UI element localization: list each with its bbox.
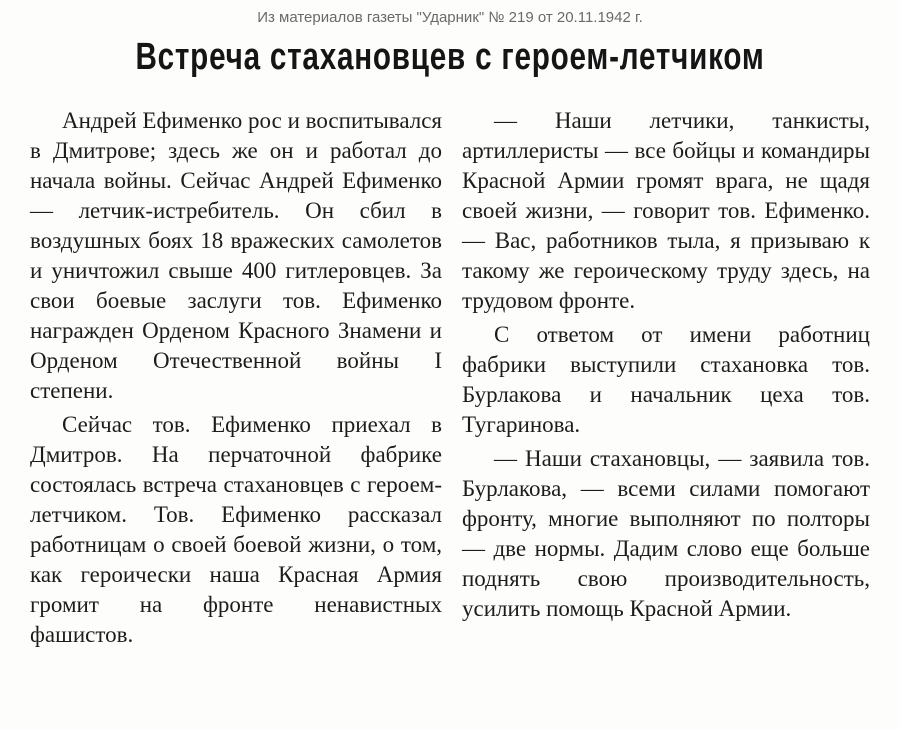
left-column	[30, 106, 442, 654]
article-headline: Встреча стахановцев с героем-летчиком	[135, 36, 765, 78]
right-column	[462, 106, 870, 628]
paragraph: — Наши стахановцы, — заявила тов. Бурлакова, — всеми силами помогают фронту, многие выполняют по полторы — две нормы. Дадим слово еще больше поднять свою производительность, усилить помощь Красной Армии.	[462, 446, 870, 621]
paragraph: Андрей Ефименко рос и воспитывался в Дмитрове; здесь же он и работал до начала войны. Сейчас Андрей Ефименко — летчик-истребитель. Он сбил в воздушных боях 18 вражеских самолетов и уничтожил свыше 400 гитлеровцев. За свои боевые заслуги тов. Ефименко награжден Орденом Красного Знамени и Орденом Отечественной войны I степени.	[30, 108, 442, 403]
source-caption: Из материалов газеты "Ударник" № 219 от 20.11.1942 г.	[257, 9, 643, 26]
paragraph: Сейчас тов. Ефименко приехал в Дмитров. На перчаточной фабрике состоялась встреча стахановцев с героем-летчиком. Тов. Ефименко рассказал работницам о своей боевой жизни, о том, как героически наша Красная Армия громит на фронте ненавистных фашистов.	[30, 412, 442, 647]
paragraph: — Наши летчики, танкисты, артиллеристы — все бойцы и командиры Красной Армии громят врага, не щадя своей жизни, — говорит тов. Ефименко. — Вас, работников тыла, я призываю к такому же героическому труду здесь, на трудовом фронте.	[462, 108, 870, 313]
paragraph: С ответом от имени работниц фабрики выступили стахановка тов. Бурлакова и начальник цеха тов. Тугаринова.	[462, 322, 870, 437]
